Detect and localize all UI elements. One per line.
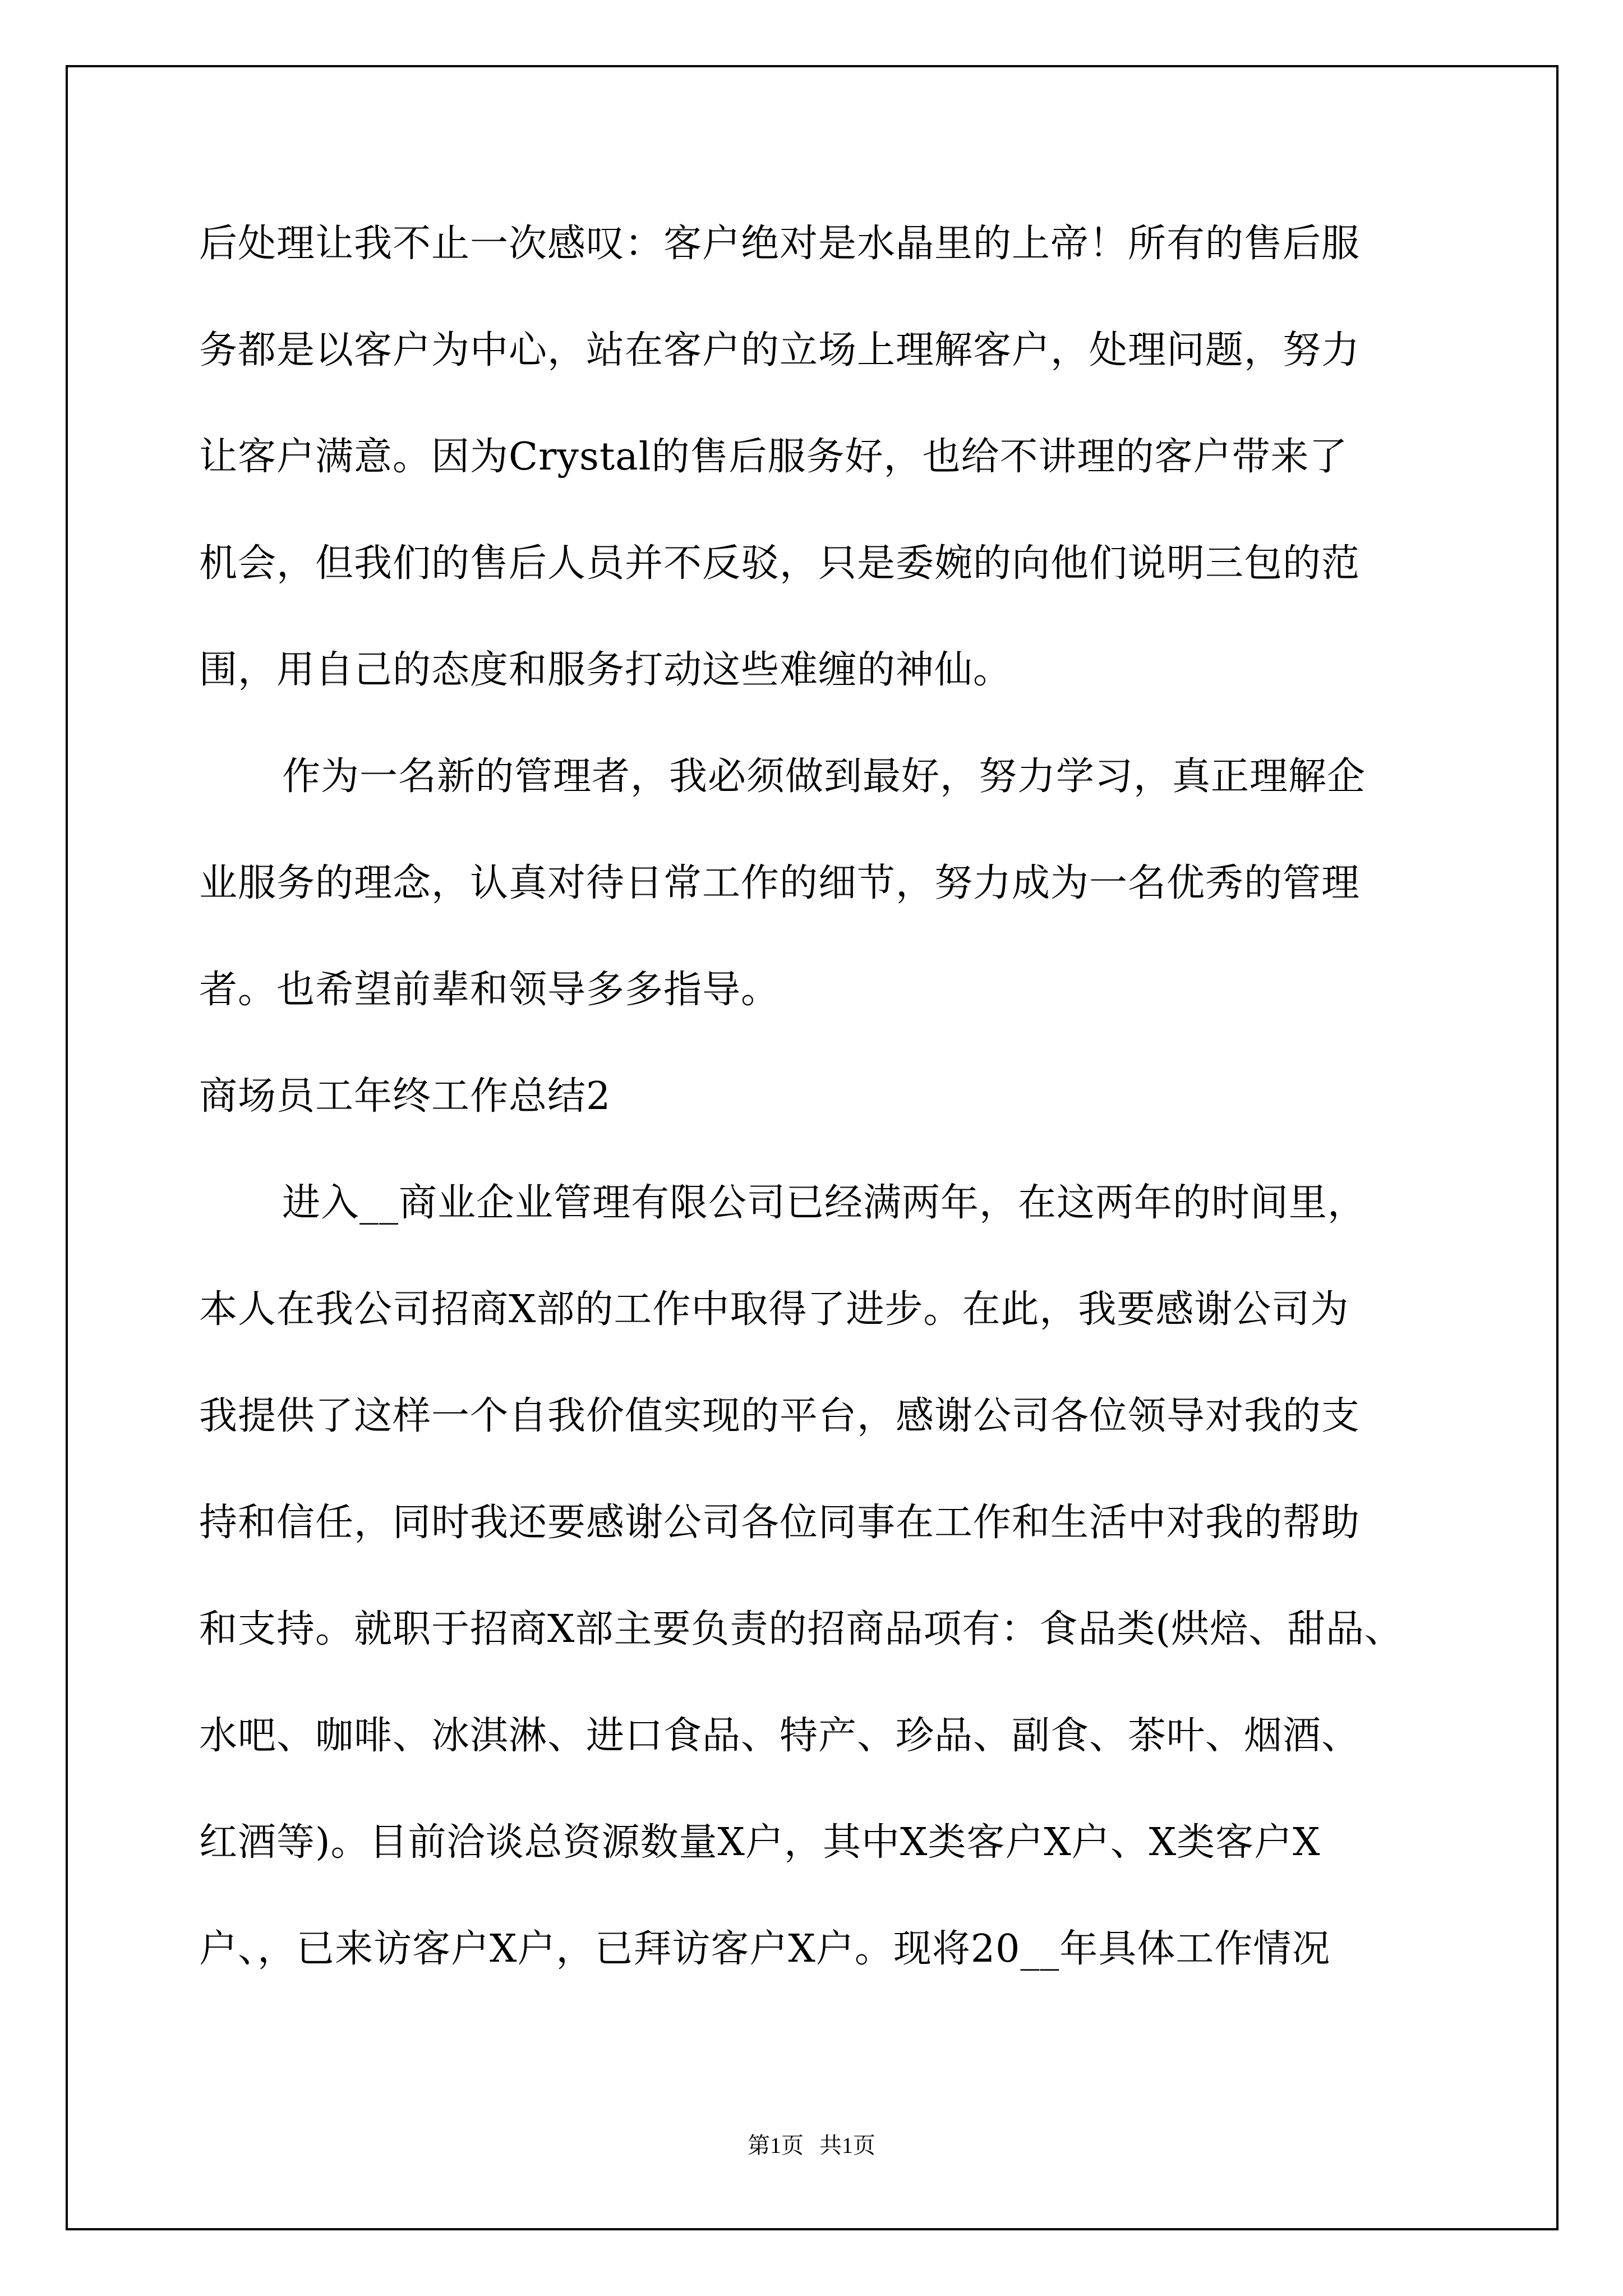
text-line: 机会，但我们的售后人员并不反驳，只是委婉的向他们说明三包的范	[199, 541, 1361, 586]
text-line: 水吧、咖啡、冰淇淋、进口食品、特产、珍品、副食、茶叶、烟酒、	[199, 1714, 1361, 1758]
text-line: 我提供了这样一个自我价值实现的平台，感谢公司各位领导对我的支	[199, 1394, 1361, 1438]
paragraph-first-line: 作为一名新的管理者，我必须做到最好，努力学习，真正理解企	[282, 754, 1366, 799]
text-line: 让客户满意。因为Crystal的售后服务好，也给不讲理的客户带来了	[199, 435, 1348, 479]
page-footer	[0, 2132, 1623, 2160]
paragraph-first-line: 进入__商业企业管理有限公司已经满两年，在这两年的时间里，	[282, 1181, 1367, 1225]
page-total: 共1页	[819, 2133, 875, 2158]
text-line: 围，用自己的态度和服务打动这些难缠的神仙。	[199, 648, 1012, 692]
page-border	[66, 65, 1559, 2230]
text-line: 后处理让我不止一次感叹：客户绝对是水晶里的上帝！所有的售后服	[199, 222, 1361, 266]
text-line: 持和信任，同时我还要感谢公司各位同事在工作和生活中对我的帮助	[199, 1501, 1361, 1545]
text-line: 户、，已来访客户X户，已拜访客户X户。现将20__年具体工作情况	[199, 1927, 1331, 1971]
page-number: 第1页	[748, 2133, 804, 2158]
text-line: 务都是以客户为中心，站在客户的立场上理解客户，处理问题，努力	[199, 328, 1361, 372]
text-line: 业服务的理念，认真对待日常工作的细节，努力成为一名优秀的管理	[199, 861, 1361, 905]
text-line: 本人在我公司招商X部的工作中取得了进步。在此，我要感谢公司为	[199, 1287, 1349, 1332]
section-heading: 商场员工年终工作总结2	[199, 1074, 611, 1119]
text-line: 红酒等)。目前洽谈总资源数量X户，其中X类客户X户、X类客户X	[199, 1820, 1321, 1865]
text-line: 者。也希望前辈和领导多多指导。	[199, 968, 780, 1012]
text-line: 和支持。就职于招商X部主要负责的招商品项有：食品类(烘焙、甜品、	[199, 1607, 1403, 1651]
